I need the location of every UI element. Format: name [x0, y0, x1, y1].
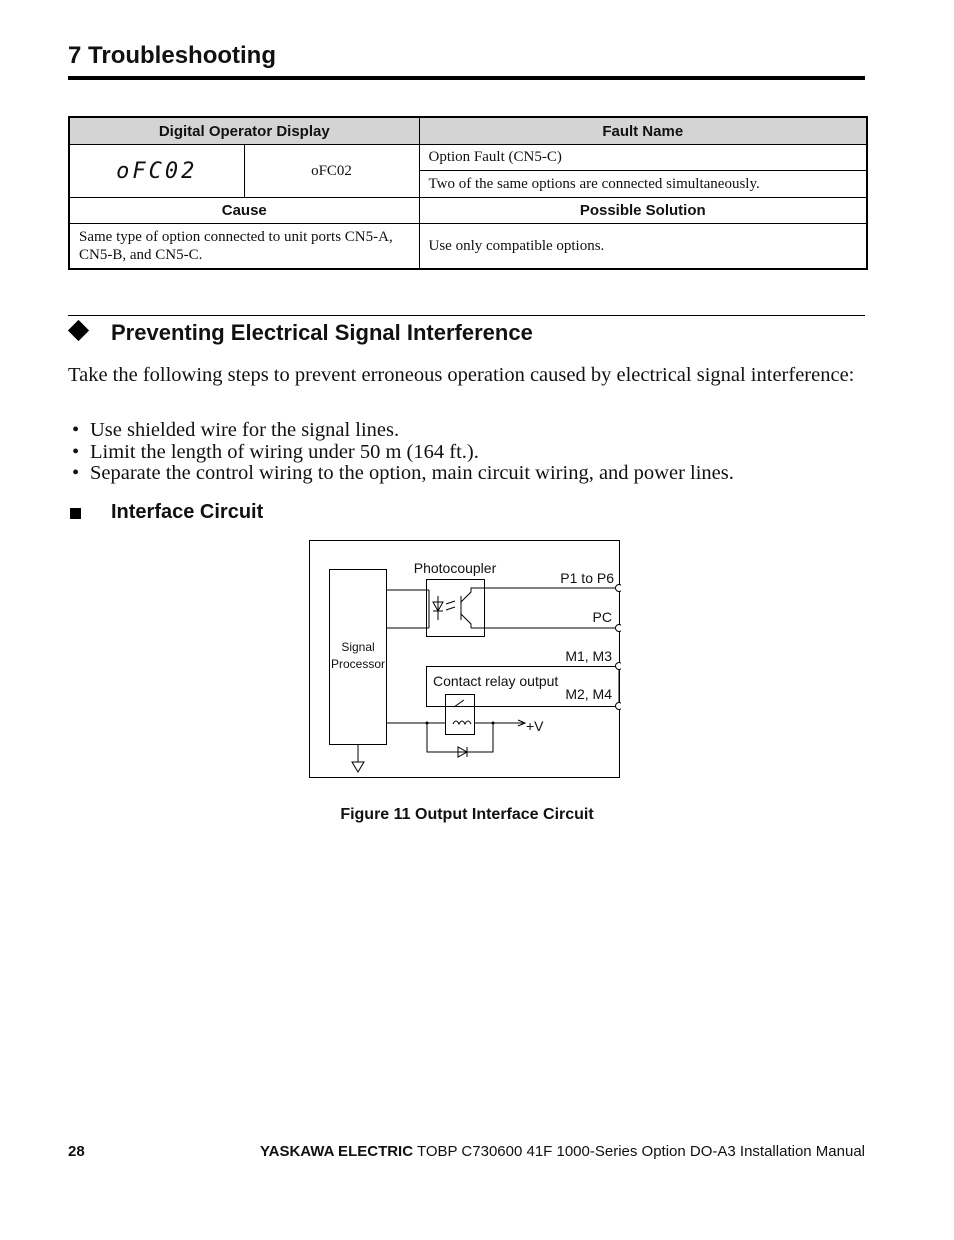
label-plus-v: +V [526, 718, 544, 734]
footer-manual: TOBP C730600 41F 1000-Series Option DO-A3 Installation Manual [413, 1143, 865, 1160]
label-m1-m3: M1, M3 [565, 648, 612, 664]
fault-name-description: Two of the same options are connected simultaneously. [419, 171, 867, 198]
footer-manual-title [260, 1143, 865, 1160]
terminal-m2-m4 [616, 703, 622, 710]
chapter-title: 7 Troubleshooting [68, 42, 276, 69]
bullet-icon: • [72, 440, 80, 463]
terminal-pc [616, 625, 622, 632]
relay-block [446, 695, 475, 735]
list-item: • Limit the length of wiring under 50 m (164 ft.). [72, 440, 479, 463]
chapter-rule [68, 76, 865, 80]
label-contact-relay: Contact relay output [433, 673, 559, 689]
header-display: Digital Operator Display [69, 117, 419, 145]
subsection-title: Interface Circuit [111, 501, 264, 523]
terminal-m1-m3 [616, 663, 622, 670]
header-cause: Cause [69, 198, 419, 224]
label-pc: PC [592, 609, 612, 625]
header-fault-name: Fault Name [419, 117, 867, 145]
label-photocoupler: Photocoupler [413, 560, 497, 576]
list-item: • Separate the control wiring to the option, main circuit wiring, and power lines. [72, 462, 734, 484]
bullet-list [68, 420, 734, 485]
section-title: Preventing Electrical Signal Interference [111, 320, 533, 345]
fault-name-primary: Option Fault (CN5-C) [419, 145, 867, 171]
display-segment-cell [69, 145, 244, 198]
bullet-icon: • [72, 462, 80, 484]
list-item: • Use shielded wire for the signal lines. [72, 419, 400, 441]
solution-text: Use only compatible options. [419, 224, 867, 270]
ground-icon [352, 762, 364, 772]
relay-coil-icon [453, 721, 471, 724]
square-bullet-icon [70, 508, 81, 519]
label-m2-m4: M2, M4 [565, 686, 612, 702]
cause-text: Same type of option connected to unit ports CN5-A, CN5-B, and CN5-C. [69, 224, 419, 270]
page-number: 28 [68, 1143, 85, 1160]
section-intro: Take the following steps to prevent erroneous operation caused by electrical signal interference: [68, 364, 855, 386]
header-solution: Possible Solution [419, 198, 867, 224]
terminal-p1-p6 [616, 585, 622, 592]
label-signal: Signal [341, 640, 375, 654]
label-processor: Processor [330, 657, 386, 671]
figure-caption: Figure 11 Output Interface Circuit [340, 806, 594, 823]
footer-brand: YASKAWA ELECTRIC [259, 1143, 414, 1160]
interface-circuit-diagram [309, 540, 621, 780]
display-segment-code: oFC02 [116, 158, 198, 184]
label-p1-p6: P1 to P6 [560, 570, 614, 586]
transistor-icon [461, 589, 471, 628]
fault-table [68, 116, 868, 270]
section-rule [68, 315, 865, 316]
display-text-cell: oFC02 [244, 145, 419, 198]
bullet-icon: • [72, 419, 80, 441]
diamond-icon [68, 320, 89, 341]
